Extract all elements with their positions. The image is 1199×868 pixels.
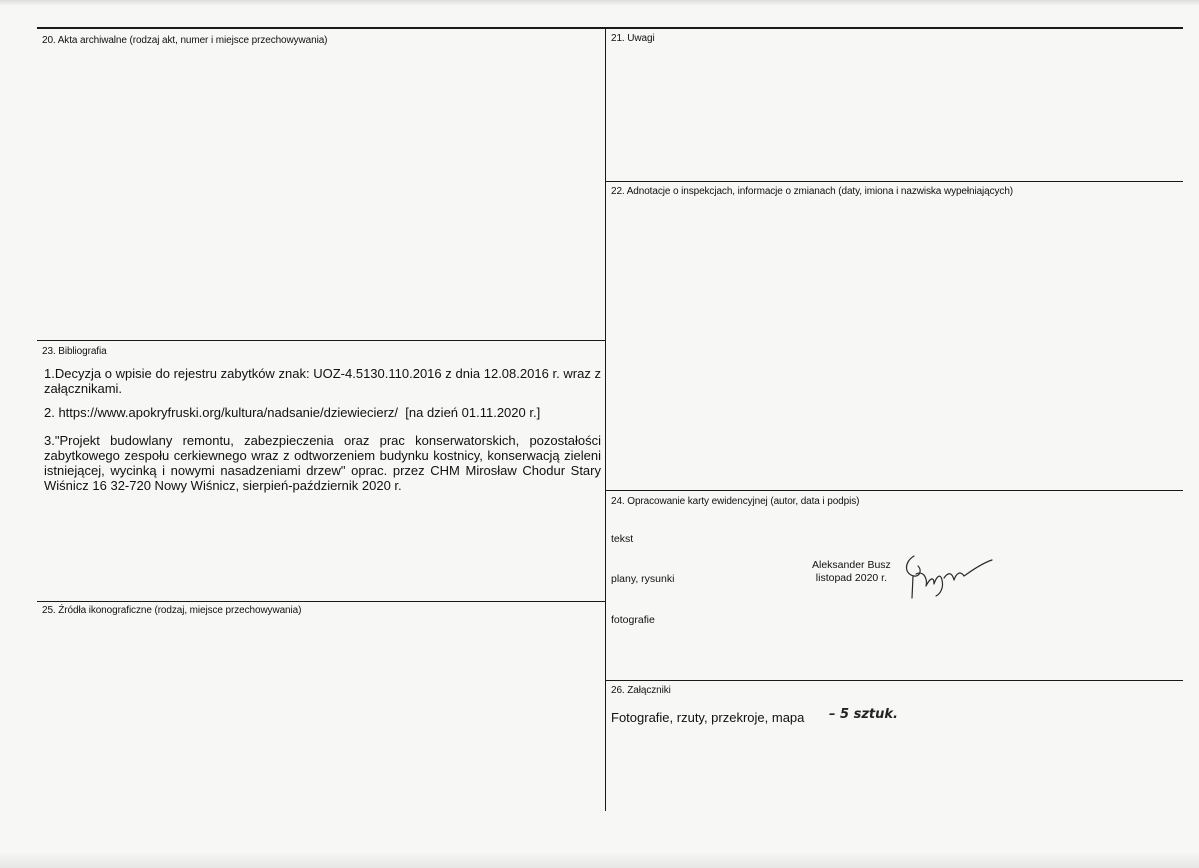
author-name: Aleksander Busz xyxy=(812,559,891,571)
rule-22-top xyxy=(606,181,1183,182)
attachments-handwritten-note: – 5 sztuk. xyxy=(829,707,898,722)
rule-23-top xyxy=(37,340,606,341)
scan-edge-bottom xyxy=(0,852,1199,868)
author-date: listopad 2020 r. xyxy=(815,572,887,584)
bibliography-item-3: 3."Projekt budowlany remontu, zabezpieczenia oraz prac konserwatorskich, pozostałości zabytkowego zespołu cerkiewnego wraz z odtworzeniem budynku kostnicy, konserwacją zieleni istniejącej, wycinką i nowymi nasadzeniami drzew" oprac. przez CHM Mirosław Chodur Stary Wiśnicz 16 32-720 Nowy Wiśnicz, sierpień-październik 2020 r. xyxy=(44,433,601,493)
section-26-label: 26. Załączniki xyxy=(611,685,671,696)
rule-top xyxy=(37,27,1183,29)
section-24-label: 24. Opracowanie karty ewidencyjnej (autor, data i podpis) xyxy=(611,496,860,507)
section-20-label: 20. Akta archiwalne (rodzaj akt, numer i miejsce przechowywania) xyxy=(42,35,328,46)
section-23-label: 23. Bibliografia xyxy=(42,346,107,357)
bibliography-item-2: 2. https://www.apokryfruski.org/kultura/nadsanie/dziewiecierz/ [na dzień 01.11.2020 r.] xyxy=(44,405,541,420)
section-25-label: 25. Źródła ikonograficzne (rodzaj, miejsce przechowywania) xyxy=(42,605,302,616)
bibliography-item-1: 1.Decyzja o wpisie do rejestru zabytków znak: UOZ-4.5130.110.2016 z dnia 12.08.2016 r. wraz z załącznikami. xyxy=(44,366,601,396)
rule-26-top xyxy=(606,680,1183,681)
karta-plany-label: plany, rysunki xyxy=(611,573,675,585)
karta-fotografie-label: fotografie xyxy=(611,614,655,626)
karta-tekst-label: tekst xyxy=(611,533,634,545)
attachments-text: Fotografie, rzuty, przekroje, mapa xyxy=(611,710,805,725)
section-21-label: 21. Uwagi xyxy=(611,33,655,44)
section-22-label: 22. Adnotacje o inspekcjach, informacje o zmianach (daty, imiona i nazwiska wypełniających) xyxy=(611,186,1014,197)
author-block xyxy=(812,559,891,585)
scan-edge-top xyxy=(0,0,1199,6)
rule-center-divider xyxy=(605,27,606,811)
rule-24-top xyxy=(606,490,1183,491)
rule-25-top xyxy=(37,601,606,602)
signature-icon xyxy=(900,550,995,602)
